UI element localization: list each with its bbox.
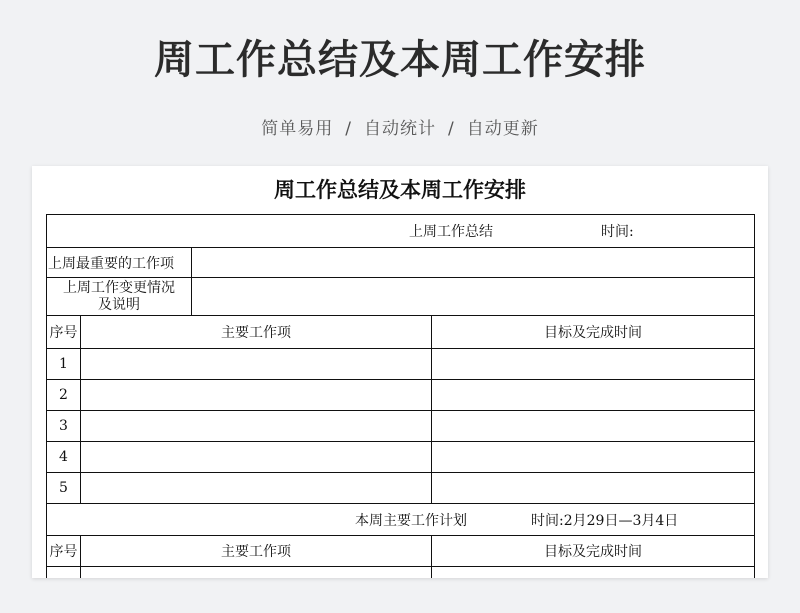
table-row (47, 567, 755, 579)
last-week-header-row (47, 316, 755, 349)
table-row (47, 380, 755, 411)
goal-cell[interactable] (432, 442, 755, 473)
col-header-task: 主要工作项 (81, 316, 432, 349)
col-header-task: 主要工作项 (81, 536, 432, 567)
feature-tags (0, 114, 800, 139)
goal-cell[interactable] (432, 411, 755, 442)
table-row (47, 473, 755, 504)
tag-auto-update: 自动更新 (466, 119, 539, 139)
changes-row (47, 278, 755, 316)
goal-cell[interactable] (432, 473, 755, 504)
col-header-goal: 目标及完成时间 (432, 316, 755, 349)
tag-auto-stats: 自动统计 (364, 119, 436, 139)
sheet-title: 周工作总结及本周工作安排 (274, 178, 526, 202)
table-row (47, 411, 755, 442)
task-cell[interactable] (81, 411, 432, 442)
row-index: 4 (47, 442, 81, 473)
tag-separator: / (345, 119, 352, 139)
last-week-section-row (47, 215, 755, 248)
task-cell[interactable] (81, 349, 432, 380)
table-row (47, 349, 755, 380)
col-header-index: 序号 (47, 536, 81, 567)
changes-value-cell[interactable] (192, 278, 755, 316)
this-week-time-label: 时间:2月29日—3月4日 (531, 512, 679, 529)
goal-cell[interactable] (432, 567, 755, 579)
goal-cell[interactable] (432, 380, 755, 411)
important-label-cell: 上周最重要的工作项 (47, 248, 192, 278)
important-row (47, 248, 755, 278)
row-index: 5 (47, 473, 81, 504)
schedule-table (46, 214, 754, 578)
row-index: 2 (47, 380, 81, 411)
row-index: 1 (47, 349, 81, 380)
task-cell[interactable] (81, 567, 432, 579)
goal-cell[interactable] (432, 349, 755, 380)
this-week-section-label: 本周主要工作计划 (355, 512, 467, 529)
tag-separator: / (448, 119, 455, 139)
task-cell[interactable] (81, 473, 432, 504)
important-value-cell[interactable] (192, 248, 755, 278)
row-index: 3 (47, 411, 81, 442)
last-week-section-label: 上周工作总结 (409, 224, 493, 240)
last-week-time-label: 时间: (601, 224, 634, 240)
task-cell[interactable] (81, 380, 432, 411)
col-header-index: 序号 (47, 316, 81, 349)
this-week-section-row (47, 504, 755, 536)
changes-label-line2: 及说明 (98, 296, 140, 313)
spreadsheet-preview (32, 166, 768, 578)
tag-easy: 简单易用 (261, 119, 334, 139)
page-title: 周工作总结及本周工作安排 (154, 37, 646, 83)
row-index (47, 567, 81, 579)
table-row (47, 442, 755, 473)
task-cell[interactable] (81, 442, 432, 473)
changes-label-line1: 上周工作变更情况 (63, 279, 175, 296)
last-week-section-cell[interactable] (47, 215, 755, 248)
col-header-goal: 目标及完成时间 (432, 536, 755, 567)
this-week-header-row (47, 536, 755, 567)
changes-label-cell (47, 278, 192, 316)
this-week-section-cell[interactable] (47, 504, 755, 536)
